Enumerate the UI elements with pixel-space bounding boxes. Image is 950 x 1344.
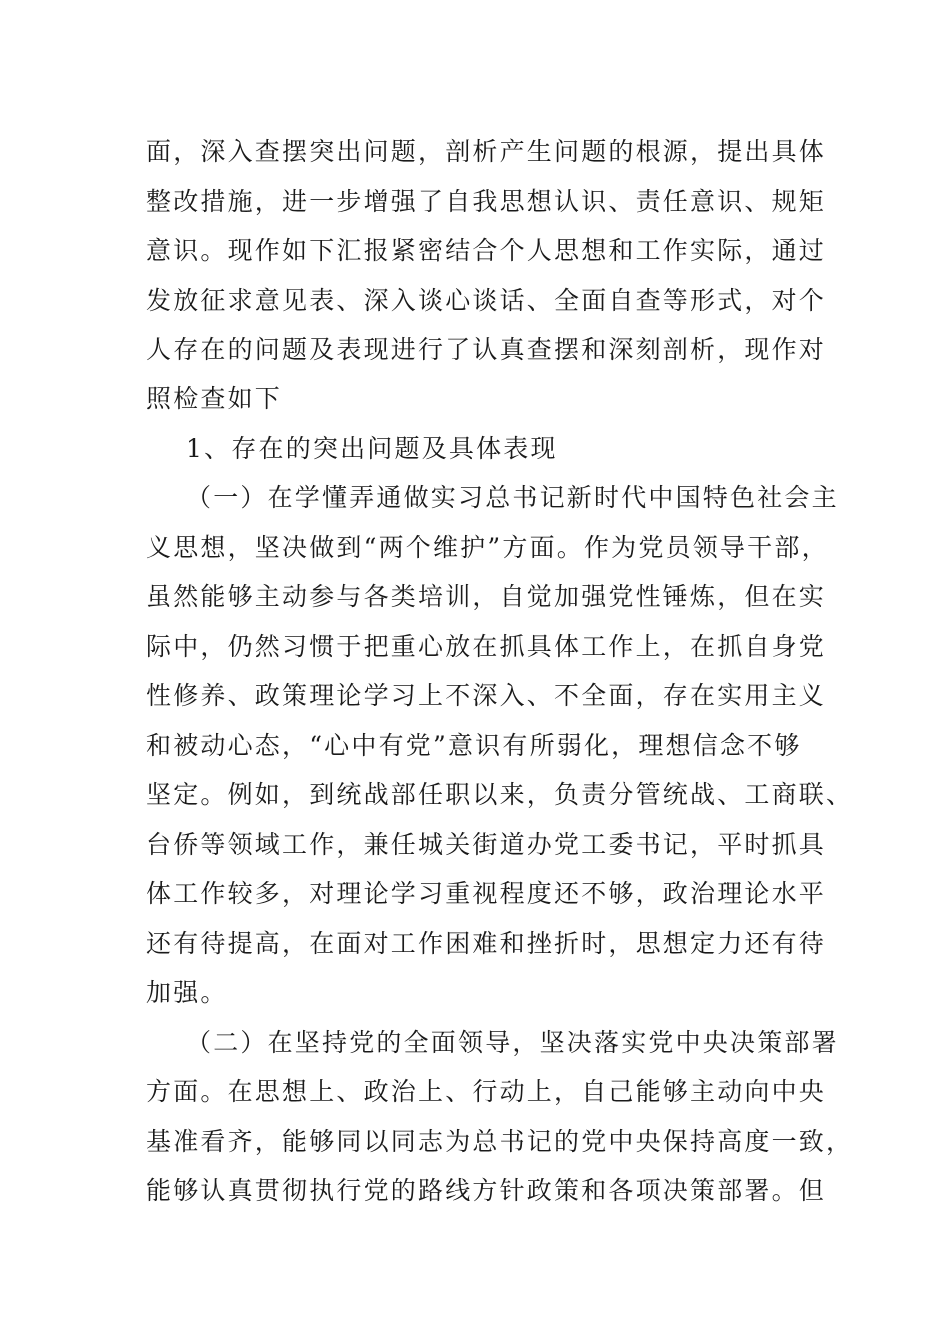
text-line: 面，深入查摆突出问题，剖析产生问题的根源，提出具体	[146, 137, 827, 166]
text-line: 整改措施，进一步增强了自我思想认识、责任意识、规矩	[146, 187, 827, 216]
text-line: 能够认真贯彻执行党的路线方针政策和各项决策部署。但	[146, 1176, 827, 1205]
text-line: 照检查如下	[146, 384, 283, 413]
text-line: 和被动心态，“心中有党”意识有所弱化，理想信念不够	[146, 731, 802, 760]
text-line: 体工作较多，对理论学习重视程度还不够，政治理论水平	[146, 879, 827, 908]
text-line: 际中，仍然习惯于把重心放在抓具体工作上，在抓自身党	[146, 632, 827, 661]
text-line: 加强。	[146, 978, 228, 1007]
text-line: 台侨等领域工作，兼任城关街道办党工委书记，平时抓具	[146, 830, 827, 859]
text-line: 人存在的问题及表现进行了认真查摆和深刻剖析，现作对	[146, 335, 827, 364]
text-line: 虽然能够主动参与各类培训，自觉加强党性锤炼，但在实	[146, 582, 827, 611]
text-line: 性修养、政策理论学习上不深入、不全面，存在实用主义	[146, 681, 827, 710]
text-line: 基准看齐，能够同以同志为总书记的党中央保持高度一致，	[146, 1127, 854, 1156]
text-line: 还有待提高，在面对工作困难和挫折时，思想定力还有待	[146, 929, 827, 958]
text-line: 方面。在思想上、政治上、行动上，自己能够主动向中央	[146, 1077, 827, 1106]
section-heading: 1、存在的突出问题及具体表现	[186, 434, 558, 463]
text-line: 义思想，坚决做到“两个维护”方面。作为党员领导干部，	[146, 533, 829, 562]
paragraph-start: （二）在坚持党的全面领导，坚决落实党中央决策部署	[186, 1028, 839, 1057]
text-line: 坚定。例如，到统战部任职以来，负责分管统战、工商联、	[146, 780, 854, 809]
paragraph-start: （一）在学懂弄通做实习总书记新时代中国特色社会主	[186, 483, 839, 512]
text-line: 发放征求意见表、深入谈心谈话、全面自查等形式，对个	[146, 286, 827, 315]
text-line: 意识。现作如下汇报紧密结合个人思想和工作实际，通过	[146, 236, 827, 265]
